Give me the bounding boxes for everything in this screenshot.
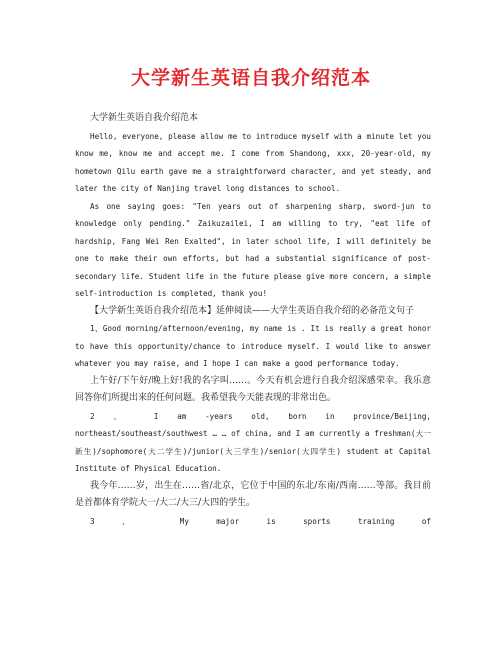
paragraph-extended-reading: 【大学新生英语自我介绍范本】延伸阅读——大学生英语自我介绍的必备范文句子 (90, 305, 415, 316)
paragraph-sentence-1: 1、Good morning/afternoon/evening, my name is . It is really a great honor to have this opportunity/chance to introduce myself. I would like to answer whatever you may raise, and I hope I can make a good performance today. (75, 324, 431, 368)
document-title: 大学新生英语自我介绍范本 (130, 67, 371, 89)
paragraph-sentence-2: 2 、 I am -years old, born in province/Beijing, northeast/southeast/southwest … … of china, and I am currently a freshman(大一新生)/sophomore(大二学生)/junior(大三学生)/senior(大四学生) student at Capital Institute of Physical Education. (75, 411, 431, 473)
paragraph-sentence-1-translation: 上午好/下午好/晚上好!我的名字叫……。今天有机会进行自我介绍深感荣幸。我乐意回答你们所提出来的任何问题。我希望我今天能表现的非常出色。 (75, 375, 431, 403)
paragraph-sentence-3: 3 、 My major is sports training of (90, 516, 431, 526)
paragraph-saying: As one saying goes: "Ten years out of sharpening sharp, sword-jun to knowledge only pending." Zaikuzailei, I am willing to try, "eat life of hardship, Fang Wei Ren Exalted", in later school life, I will definitely be one to make their own efforts, but had a substantial significance of post-secondary life. Student life in the future please give more concern, a simple self-introduction is completed, thank you! (75, 201, 431, 298)
paragraph-intro: Hello, everyone, please allow me to introduce myself with a minute let you know me, know me and accept me. I come from Shandong, xxx, 20-year-old, my hometown Qilu earth gave me a straightforward character, and yet steady, and later the city of Nanjing travel long distances to school. (75, 131, 431, 193)
document-body (75, 110, 431, 530)
paragraph-sentence-2-translation: 我今年……岁，出生在……省/北京，它位于中国的东北/东南/西南……等部。我目前是首都体育学院大一/大二/大三/大四的学生。 (75, 480, 431, 508)
paragraph-subtitle: 大学新生英语自我介绍范本 (90, 113, 199, 123)
